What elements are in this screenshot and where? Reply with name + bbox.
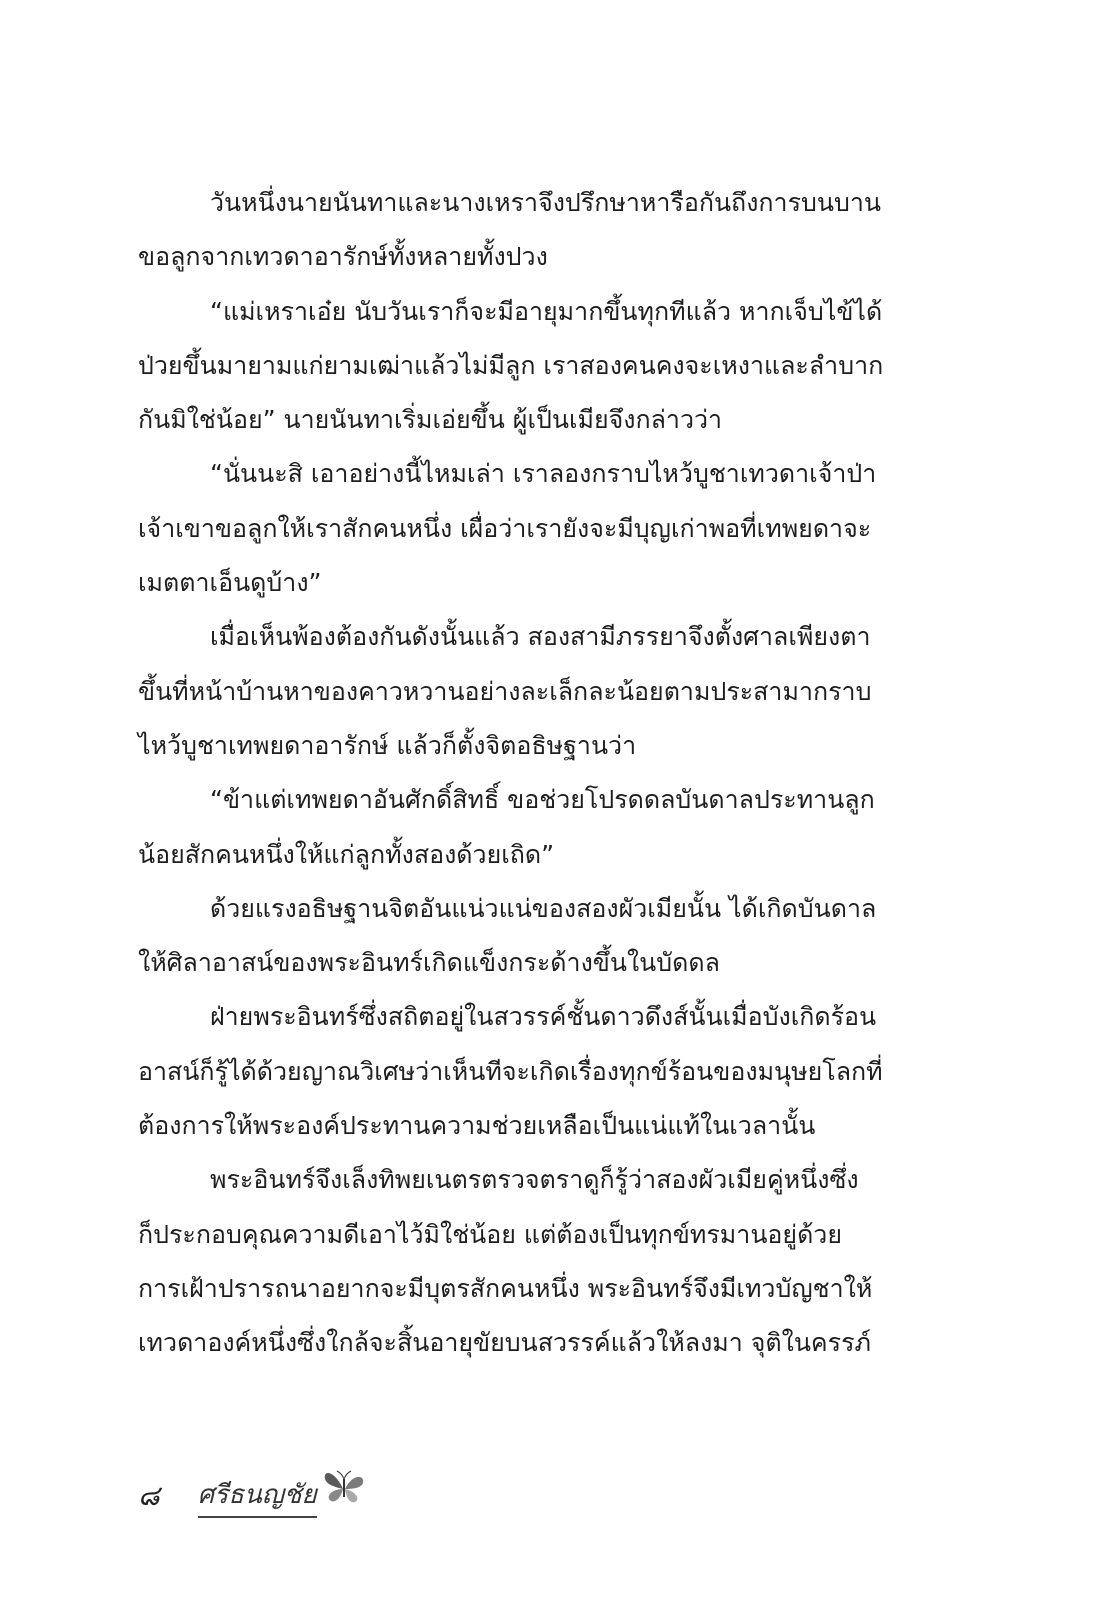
text-line: ขอลูกจากเทวดาอารักษ์ทั้งหลายทั้งปวง — [138, 242, 548, 272]
text-line: “แม่เหราเอ๋ย นับวันเราก็จะมีอายุมากขึ้นทุกทีแล้ว หากเจ็บไข้ได้ — [210, 296, 883, 326]
text-line: เมตตาเอ็นดูบ้าง” — [138, 568, 322, 598]
text-line: ก็ประกอบคุณความดีเอาไว้มิใช่น้อย แต่ต้องเป็นทุกข์ทรมานอยู่ด้วย — [138, 1219, 842, 1249]
text-line: ฝ่ายพระอินทร์ซึ่งสถิตอยู่ในสวรรค์ชั้นดาวดึงส์นั้นเมื่อบังเกิดร้อน — [210, 1002, 877, 1032]
text-line: เทวดาองค์หนึ่งซึ่งใกล้จะสิ้นอายุขัยบนสวรรค์แล้วให้ลงมา จุติในครรภ์ — [138, 1328, 871, 1358]
text-line: วันหนึ่งนายนันทาและนางเหราจึงปรึกษาหารือกันถึงการบนบาน — [210, 188, 881, 217]
text-line: เมื่อเห็นพ้องต้องกันดังนั้นแล้ว สองสามีภรรยาจึงตั้งศาลเพียงตา — [210, 622, 871, 652]
text-line: พระอินทร์จึงเล็งทิพยเนตรตรวจตราดูก็รู้ว่าสองผัวเมียคู่หนึ่งซึ่ง — [210, 1165, 859, 1195]
text-line: ไหว้บูชาเทพยดาอารักษ์ แล้วก็ตั้งจิตอธิษฐานว่า — [138, 730, 637, 760]
text-line: กันมิใช่น้อย” นายนันทาเริ่มเอ่ยขึ้น ผู้เป็นเมียจึงกล่าวว่า — [138, 405, 723, 435]
page-body — [138, 176, 920, 1371]
page-number: ๘ — [138, 1479, 160, 1512]
text-line: ต้องการให้พระองค์ประทานความช่วยเหลือเป็นแน่แท้ในเวลานั้น — [138, 1111, 816, 1141]
text-line: ให้ศิลาอาสน์ของพระอินทร์เกิดแข็งกระด้างขึ้นในบัดดล — [138, 948, 720, 978]
text-line: การเฝ้าปรารถนาอยากจะมีบุตรสักคนหนึ่ง พระอินทร์จึงมีเทวบัญชาให้ — [138, 1273, 873, 1303]
book-title: ศรีธนญชัย — [198, 1474, 317, 1518]
text-line: “ข้าแต่เทพยดาอันศักดิ์สิทธิ์ ขอช่วยโปรดดลบันดาลประทานลูก — [210, 785, 875, 815]
text-line: น้อยสักคนหนึ่งให้แก่ลูกทั้งสองด้วยเถิด” — [138, 839, 555, 869]
page-footer — [138, 1466, 367, 1526]
text-line: อาสน์ก็รู้ได้ด้วยญาณวิเศษว่าเห็นทีจะเกิดเรื่องทุกข์ร้อนของมนุษยโลกที่ — [138, 1056, 883, 1086]
butterfly-icon — [321, 1467, 367, 1511]
text-line: ขึ้นที่หน้าบ้านหาของคาวหวานอย่างละเล็กละน้อยตามประสามากราบ — [138, 676, 872, 706]
text-line: “นั่นนะสิ เอาอย่างนี้ไหมเล่า เราลองกราบไหว้บูชาเทวดาเจ้าป่า — [210, 459, 877, 489]
text-line: เจ้าเขาขอลูกให้เราสักคนหนึ่ง เผื่อว่าเรายังจะมีบุญเก่าพอที่เทพยดาจะ — [138, 513, 872, 543]
text-line: ป่วยขึ้นมายามแก่ยามเฒ่าแล้วไม่มีลูก เราสองคนคงจะเหงาและลำบาก — [138, 350, 884, 380]
text-line: ด้วยแรงอธิษฐานจิตอันแน่วแน่ของสองผัวเมียนั้น ได้เกิดบันดาล — [210, 893, 877, 923]
